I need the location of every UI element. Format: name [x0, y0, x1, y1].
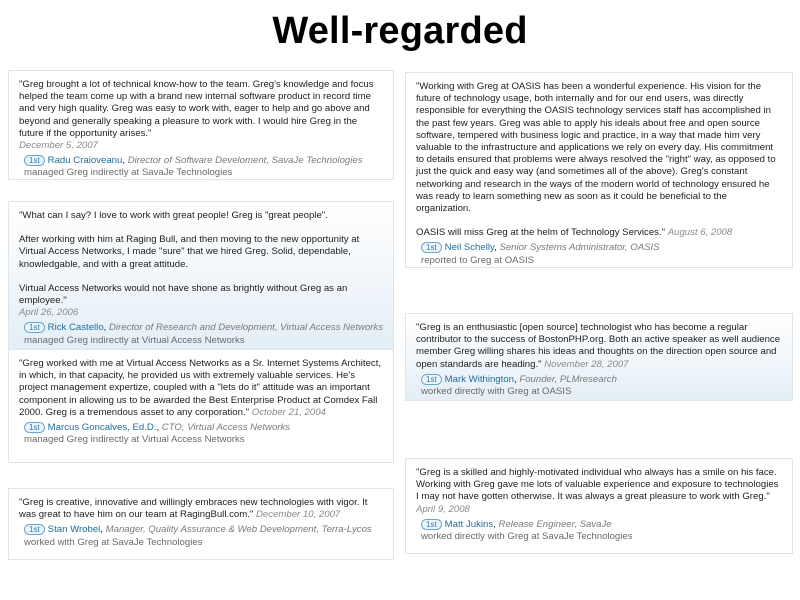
recommender-name-link[interactable]: Mark Withington — [444, 373, 514, 385]
recommender-relation: managed Greg indirectly at Virtual Access Networks — [24, 334, 245, 346]
connection-degree-badge: 1st — [24, 524, 45, 535]
recommendation-quote — [416, 322, 782, 371]
recommender-role: Release Engineer, SavaJe — [498, 518, 612, 530]
recommender-name-link[interactable]: Matt Jukins — [444, 518, 494, 530]
recommender-relation: worked with Greg at SavaJe Technologies — [24, 536, 203, 548]
recommendation-date: October 21, 2004 — [251, 406, 326, 418]
connection-degree-badge: 1st — [24, 322, 45, 333]
quote-paragraph: "Greg is a skilled and highly-motivated individual who always has a smile on his face. Working with Greg gave me lots of valuable experience and exposure to technologies I may not have gotten otherwise. It was always a great pleasure to work with Greg." — [416, 467, 779, 503]
quote-paragraph: "What can I say? I love to work with great people! Greg is "great people". — [19, 210, 328, 221]
recommendation-date: August 6, 2008 — [667, 227, 733, 239]
recommender-attribution: 1st Marcus Goncalves, Ed.D., CTO, Virtual Access Networks managed Greg indirectly at Virtual Access Networks — [19, 422, 383, 446]
recommender-attribution: 1st Mark Withington, Founder, PLMresearch worked directly with Greg at OASIS — [416, 374, 782, 398]
recommendation-date: November 28, 2007 — [544, 358, 629, 370]
quote-paragraph: "Greg is creative, innovative and willingly embraces new technologies with vigor. It was great to have him on our team at RagingBull.com." — [19, 497, 368, 521]
recommender-attribution: 1st Stan Wrobel, Manager, Quality Assurance & Web Development, Terra-Lycos worked with Greg at SavaJe Technologies — [19, 524, 383, 548]
recommender-relation: managed Greg indirectly at Virtual Access Networks — [24, 434, 245, 446]
recommendation-card-stan-wrobel — [8, 488, 394, 560]
connection-degree-badge: 1st — [421, 242, 442, 253]
recommendation-quote — [19, 358, 383, 419]
recommendation-card-mark-withington — [405, 313, 793, 401]
recommendation-quote — [19, 210, 383, 319]
recommendation-quote — [19, 79, 383, 152]
recommender-name-link[interactable]: Rick Castello — [47, 322, 104, 334]
connection-degree-badge: 1st — [24, 155, 45, 166]
recommender-role: Director of Software Develoment, SavaJe Technologies — [127, 155, 363, 167]
quote-paragraph: OASIS will miss Greg at the helm of Technology Services." — [416, 227, 666, 239]
recommender-relation: managed Greg indirectly at SavaJe Technologies — [24, 167, 233, 179]
quote-paragraph: "Greg brought a lot of technical know-how to the team. Greg's knowledge and focus helped the team come up with a brand new internal software product in record time and very high quality. Greg was easy to work with, eager to help and go above and beyond and generally speaking a pleasure to work with. I would hire Greg in the future if the opportunity arises." — [19, 79, 374, 139]
connection-degree-badge: 1st — [421, 374, 442, 385]
recommender-relation: reported to Greg at OASIS — [421, 254, 535, 266]
connection-degree-badge: 1st — [24, 422, 45, 433]
recommendation-quote — [416, 467, 782, 516]
recommender-name-link[interactable]: Marcus Goncalves, Ed.D. — [47, 422, 157, 434]
recommendation-date: December 5, 2007 — [19, 140, 98, 152]
recommender-role: Manager, Quality Assurance & Web Development, Terra-Lycos — [105, 524, 372, 536]
recommender-role: CTO, Virtual Access Networks — [161, 422, 291, 434]
recommendation-card-neil-schelly — [405, 72, 793, 268]
recommendation-card-matt-jukins — [405, 458, 793, 554]
recommender-attribution: 1st Radu Craioveanu, Director of Software Develoment, SavaJe Technologies managed Greg indirectly at SavaJe Technologies — [19, 155, 383, 179]
recommender-name-link[interactable]: Neil Schelly — [444, 242, 495, 254]
quote-paragraph: After working with him at Raging Bull, and then moving to the new opportunity at Virtual Access Networks, I made "sure" that we hired Greg. Solid, dependable, knowledgable, and with a great attitude. — [19, 234, 360, 270]
recommendation-date: April 26, 2006 — [19, 307, 79, 319]
recommender-relation: worked directly with Greg at SavaJe Technologies — [421, 531, 633, 543]
recommender-attribution: 1st Matt Jukins, Release Engineer, SavaJe worked directly with Greg at SavaJe Technologies — [416, 519, 782, 543]
recommender-attribution: 1st Neil Schelly, Senior Systems Administrator, OASIS reported to Greg at OASIS — [416, 242, 782, 266]
recommender-role: Senior Systems Administrator, OASIS — [499, 242, 660, 254]
recommendation-quote — [19, 497, 383, 521]
recommendation-card-radu-craioveanu — [8, 70, 394, 180]
recommender-role: Director of Research and Development, Virtual Access Networks — [109, 322, 384, 334]
quote-paragraph: "Greg worked with me at Virtual Access Networks as a Sr. Internet Systems Architect, in which, in that capacity, he provided us with extremely valuable services. He's project management expertize, coupled with a "lets do it" attitude was an important component in allowing us to be awarded the Best Enterprise Product at Comdex Fall 2000. Greg is a tremendous asset to any corporation." — [19, 358, 382, 418]
recommender-attribution: 1st Rick Castello, Director of Research and Development, Virtual Access Networks managed Greg indirectly at Virtual Access Networks — [24, 322, 384, 346]
recommendation-card-rick-castello — [8, 201, 394, 349]
connection-degree-badge: 1st — [421, 519, 442, 530]
recommendation-date: December 10, 2007 — [255, 509, 341, 521]
recommendation-card-marcus-goncalves — [8, 349, 394, 463]
slide-title: Well-regarded — [272, 10, 528, 52]
recommendation-date: April 9, 2008 — [416, 503, 470, 515]
recommender-relation: worked directly with Greg at OASIS — [421, 386, 572, 398]
quote-paragraph: "Greg is an enthusiastic [open source] technologist who has become a regular contributor to the success of BostonPHP.org. Both an active speaker as well audience member Greg willing shares his ideas and thoughts on the direction open source and open standards are heading." — [416, 322, 781, 370]
recommender-name-link[interactable]: Stan Wrobel — [47, 524, 101, 536]
recommender-role: Founder, PLMresearch — [519, 373, 617, 385]
quote-paragraph: "Working with Greg at OASIS has been a wonderful experience. His vision for the future of technology usage, both internally and for our end users, was directly responsible for everything the OASIS technology services staff has accomplished in the past few years. Greg was able to apply his ideals about free and open source software, tempered with business logic and practice, in a way that made him very valuable to the infrastructure and applications we rely on every day. His commitment to details ensured that problems were always resolved the "right" way, as opposed to just the quick and easy way (and sometimes all of the above). Greg's constant networking and research in the ways of the modern world of technology ensured he was ready to learn something new as soon as it could be beneficial to the organization. — [416, 81, 776, 215]
recommendation-quote — [416, 81, 782, 239]
quote-paragraph: Virtual Access Networks would not have shone as brightly without Greg as an employee." — [19, 282, 348, 307]
recommender-name-link[interactable]: Radu Craioveanu — [47, 155, 123, 167]
